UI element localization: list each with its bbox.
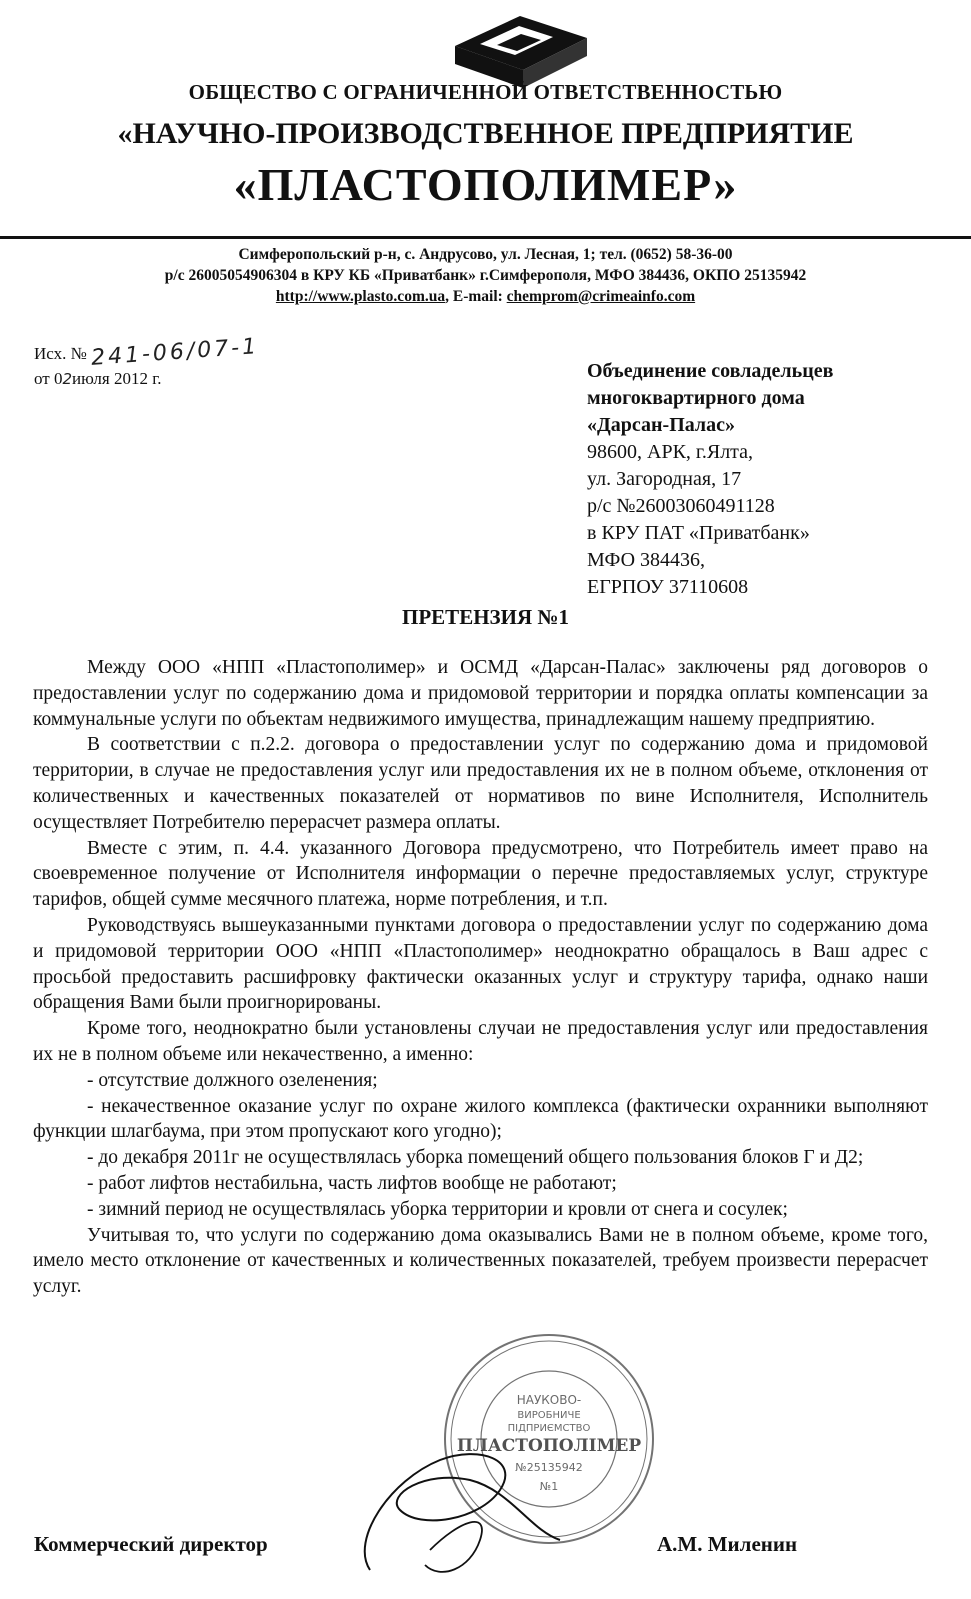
addressee-mfo: МФО 384436, bbox=[587, 549, 706, 571]
stamp-number: №1 bbox=[539, 1480, 559, 1493]
org-type-line: ОБЩЕСТВО С ОГРАНИЧЕННОЙ ОТВЕТСТВЕННОСТЬЮ bbox=[188, 80, 783, 104]
website-link[interactable]: http://www.plasto.com.ua bbox=[275, 288, 446, 305]
contacts-address: Симферопольский р-н, с. Андрусово, ул. Лесная, 1; тел. (0652) 58-36-00 bbox=[238, 246, 733, 263]
company-logo bbox=[445, 8, 595, 90]
outgoing-number bbox=[34, 334, 261, 371]
list-item: - до декабря 2011г не осуществлялась уборка помещений общего пользования блоков Г и Д2; bbox=[87, 1147, 864, 1169]
outgoing-date-suffix: июля 2012 г. bbox=[72, 369, 162, 388]
addressee-name-line1: Объединение совладельцев bbox=[587, 360, 834, 382]
outgoing-date-handwritten: 2 bbox=[62, 370, 73, 388]
header-divider bbox=[0, 236, 971, 239]
org-name-line: «НАУЧНО-ПРОИЗВОДСТВЕННОЕ ПРЕДПРИЯТИЕ bbox=[117, 117, 854, 150]
email-label: , E-mail: bbox=[445, 288, 507, 305]
document-title: ПРЕТЕНЗИЯ №1 bbox=[402, 605, 569, 629]
body-paragraph: Между ООО «НПП «Пластополимер» и ОСМД «Дарсан-Палас» заключены ряд договоров о предоставлении услуг по содержанию дома и придомовой территории и порядка оплаты компенсации за коммунальные услуги по объектам недвижимого имущества, принадлежащим нашему предприятию. bbox=[33, 657, 928, 730]
signer-role: Коммерческий директор bbox=[34, 1532, 268, 1556]
addressee-name-line2: многоквартирного дома bbox=[587, 387, 805, 409]
list-item: - зимний период не осуществлялась уборка территории и кровли от снега и сосулек; bbox=[87, 1198, 788, 1220]
addressee-edrpou: ЕГРПОУ 37110608 bbox=[587, 576, 749, 598]
addressee-address2: ул. Загородная, 17 bbox=[587, 468, 742, 490]
outgoing-date-prefix: от 0 bbox=[34, 369, 63, 388]
org-brand-line: «ПЛАСТОПОЛИМЕР» bbox=[233, 159, 738, 210]
addressee-block bbox=[587, 358, 947, 601]
contacts-block bbox=[0, 244, 971, 307]
contacts-bank: р/с 26005054906304 в КРУ КБ «Приватбанк» г.Симферополя, МФО 384436, ОКПО 25135942 bbox=[164, 267, 807, 284]
stamp-name: ПЛАСТОПОЛІМЕР bbox=[456, 1436, 642, 1456]
handwritten-signature bbox=[330, 1420, 590, 1590]
addressee-address1: 98600, АРК, г.Ялта, bbox=[587, 441, 754, 463]
outgoing-date bbox=[34, 369, 162, 389]
outgoing-number-handwritten: 241-06/07-1 bbox=[90, 334, 261, 371]
list-item: - работ лифтов нестабильна, часть лифтов вообще не работают; bbox=[87, 1172, 617, 1194]
contacts-web bbox=[0, 286, 971, 307]
body-paragraph: Руководствуясь вышеуказанными пунктами договора о предоставлении услуг по содержанию дома и придомовой территории ООО «НПП «Пластополимер» неоднократно обращалось в Ваш адрес с просьбой предоставить расшифровку фактически оказанных услуг и структуру тарифа, однако наши обращения Вами были проигнорированы. bbox=[33, 914, 928, 1014]
stamp-line1: НАУКОВО- bbox=[516, 1393, 582, 1407]
signer-name: А.М. Миленин bbox=[657, 1532, 798, 1556]
addressee-account: р/с №26003060491128 bbox=[587, 495, 775, 517]
body-paragraph: В соответствии с п.2.2. договора о предоставлении услуг по содержанию дома и придомовой территории, в случае не предоставления услуг или предоставления их не в полном объеме, отклонения от количественных и качественных показателей от нормативов по вине Исполнителя, Исполнитель осуществляет Потребителю перерасчет размера оплаты. bbox=[33, 734, 928, 833]
stamp-line3: ПІДПРИЄМСТВО bbox=[507, 1423, 591, 1434]
closing-paragraph: Учитывая то, что услуги по содержанию дома оказывались Вами не в полном объеме, кроме того, имело место отклонение от качественных и количественных показателей, требуем произвести перерасчет услуг. bbox=[33, 1224, 928, 1298]
stamp-code: №25135942 bbox=[515, 1461, 583, 1474]
addressee-bank: в КРУ ПАТ «Приватбанк» bbox=[587, 522, 810, 544]
email-link[interactable]: chemprom@crimeainfo.com bbox=[506, 288, 696, 305]
body-paragraph: Кроме того, неоднократно были установлены случаи не предоставления услуг или предоставления их не в полном объеме или некачественно, а именно: bbox=[33, 1018, 928, 1065]
document-body bbox=[33, 655, 928, 1300]
list-item: - отсутствие должного озеленения; bbox=[87, 1069, 378, 1091]
list-item: - некачественное оказание услуг по охране жилого комплекса (фактически охранники выполняют функции шлагбаума, при этом пропускают кого угодно); bbox=[33, 1095, 928, 1143]
stamp-line2: ВИРОБНИЧЕ bbox=[517, 1410, 581, 1421]
outgoing-number-label: Исх. № bbox=[34, 344, 87, 363]
addressee-name-line3: «Дарсан-Палас» bbox=[587, 414, 736, 436]
body-paragraph: Вместе с этим, п. 4.4. указанного Договора предусмотрено, что Потребитель имеет право на своевременное получение от Исполнителя информации о перечне предоставляемых услуг, структуре тарифов, общей сумме месячного платежа, норме потребления, и т.п. bbox=[33, 837, 928, 911]
